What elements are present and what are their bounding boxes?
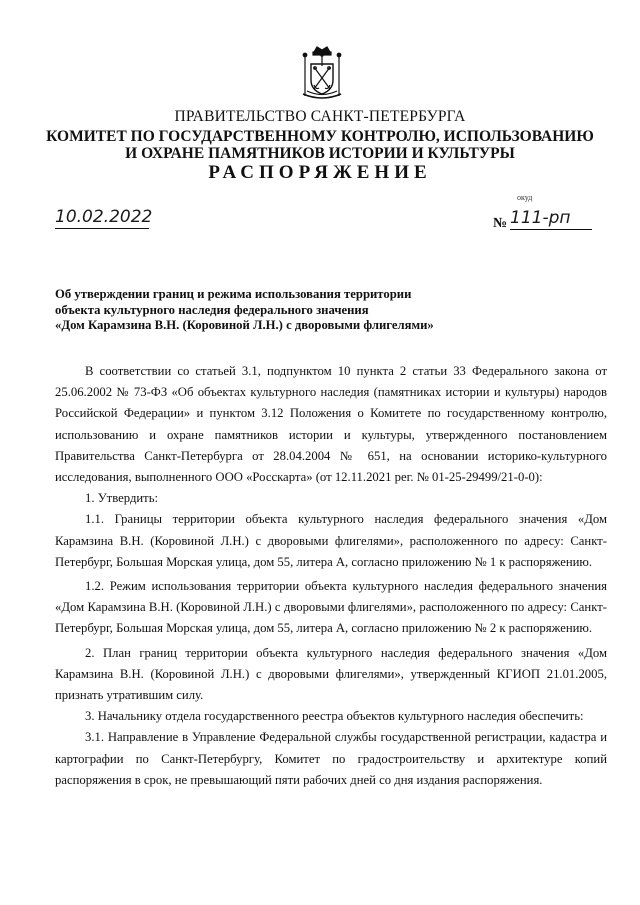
subject-line-3: «Дом Карамзина В.Н. (Коровиной Л.Н.) с дворовыми флигелями» <box>55 318 434 332</box>
subject-line-2: объекта культурного наследия федерального значения <box>55 302 369 317</box>
subject-line-1: Об утверждении границ и режима использования территории <box>55 287 412 301</box>
okud-label: окуд <box>517 193 533 202</box>
item-2-paragraph: 2. План границ территории объекта культурного наследия федерального значения «Дом Карамзина В.Н. (Коровиной Л.Н.) с дворовыми флигелями», утвержденный КГИОП 21.01.2005, признать утратившим силу. <box>55 645 607 703</box>
document-subject <box>55 287 575 334</box>
committee-name-line-1: КОМИТЕТ ПО ГОСУДАРСТВЕННОМУ КОНТРОЛЮ, ИСПОЛЬЗОВАНИЮ <box>46 128 594 145</box>
committee-name <box>0 128 640 162</box>
document-number: 111-рп <box>510 208 592 230</box>
st-petersburg-coat-of-arms-icon <box>297 44 347 100</box>
item-1-1-paragraph: 1.1. Границы территории объекта культурного наследия федерального значения «Дом Карамзина В.Н. (Коровиной Л.Н.) с дворовыми флигелями», расположенного по адресу: Санкт-Петербург, Большая Морская улица, дом 55, литера А, согласно приложению № 1 к распоряжению. <box>55 512 607 569</box>
number-sign: № <box>493 216 508 231</box>
document-date: 10.02.2022 <box>55 207 153 227</box>
document-body <box>55 361 607 791</box>
item-3-paragraph: 3. Начальнику отдела государственного реестра объектов культурного наследия обеспечить: <box>85 709 584 724</box>
government-name: ПРАВИТЕЛЬСТВО САНКТ-ПЕТЕРБУРГА <box>174 108 466 125</box>
committee-name-line-2: И ОХРАНЕ ПАМЯТНИКОВ ИСТОРИИ И КУЛЬТУРЫ <box>125 145 515 162</box>
item-1-paragraph: 1. Утвердить: <box>85 491 159 506</box>
item-3-1-paragraph: 3.1. Направление в Управление Федеральной службы государственной регистрации, кадастра и картографии по Санкт-Петербургу, Комитет по градостроительству и архитектуре копий распоряжения в срок, не превышающий пяти рабочих дней со дня издания распоряжения. <box>55 730 607 787</box>
item-1-2-paragraph: 1.2. Режим использования территории объекта культурного наследия федерального значения «Дом Карамзина В.Н. (Коровиной Л.Н.) с дворовыми флигелями», расположенного по адресу: Санкт-Петербург, Большая Морская улица, дом 55, литера А, согласно приложению № 2 к распоряжению. <box>55 579 607 636</box>
preamble-paragraph: В соответствии со статьей 3.1, подпунктом 10 пункта 2 статьи 33 Федерального закона от 25.06.2002 № 73-ФЗ «Об объектах культурного наследия (памятниках истории и культуры) народов Российской Федерации» и пунктом 3.12 Положения о Комитете по государственному контролю, использованию и охране памятников истории и культуры, утвержденного постановлением Правительства Санкт-Петербурга от 28.04.2004 № 651, на основании историко-культурного исследования, выполненного ООО «Росскарта» (от 12.11.2021 рег. № 01-25-29499/21-0-0): <box>55 364 607 485</box>
document-type-title: РАСПОРЯЖЕНИЕ <box>208 162 432 183</box>
